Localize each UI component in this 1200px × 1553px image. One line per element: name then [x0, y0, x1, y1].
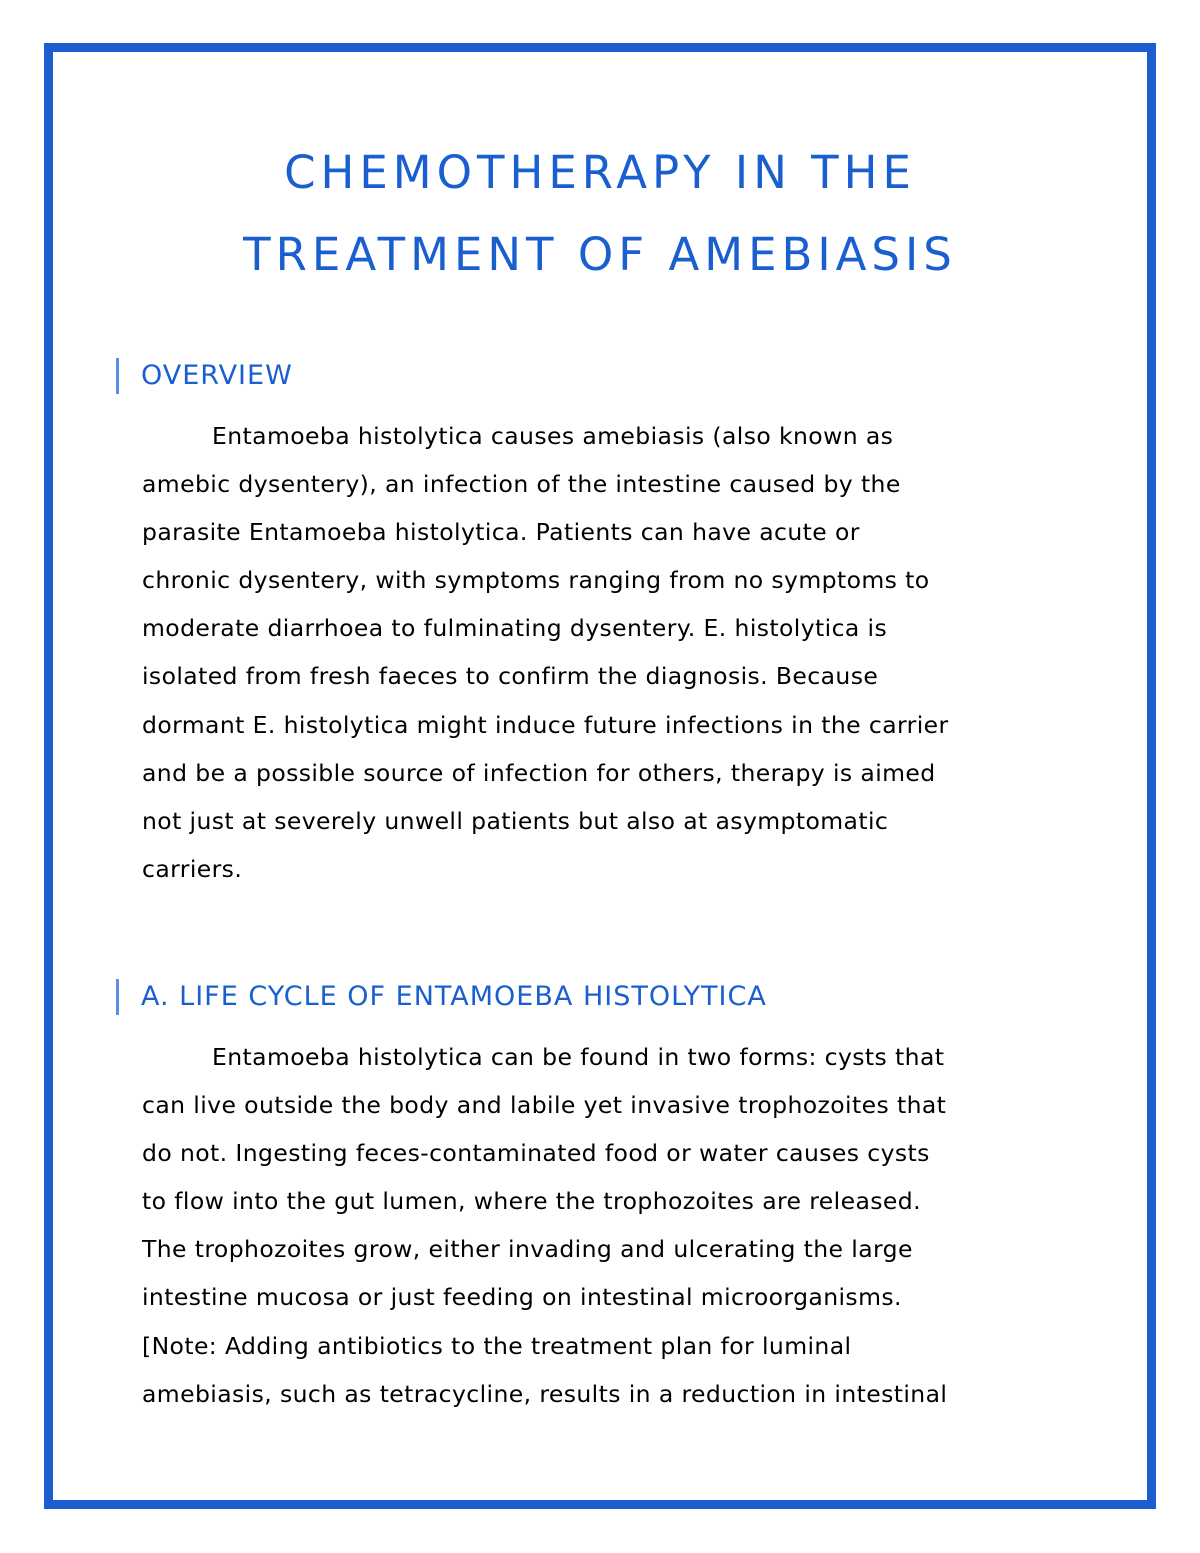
paragraph-line: dormant E. histolytica might induce future infections in the carrier: [142, 710, 949, 739]
paragraph-line: Entamoeba histolytica causes amebiasis (also known as: [212, 422, 894, 450]
paragraph-line: amebic dysentery), an infection of the intestine caused by the: [142, 470, 901, 499]
paragraph-line: parasite Entamoeba histolytica. Patients can have acute or: [142, 518, 860, 547]
overview-heading-label: OVERVIEW: [141, 360, 293, 391]
paragraph-line: intestine mucosa or just feeding on intestinal microorganisms.: [142, 1283, 902, 1312]
paragraph-line: do not. Ingesting feces-contaminated food or water causes cysts: [142, 1139, 930, 1168]
heading-accent-bar: [116, 979, 119, 1015]
paragraph-line: carriers.: [142, 854, 243, 883]
paragraph-line: not just at severely unwell patients but also at asymptomatic: [142, 806, 889, 835]
life-cycle-heading-label: A. LIFE CYCLE OF ENTAMOEBA HISTOLYTICA: [141, 981, 767, 1012]
paragraph-line: moderate diarrhoea to fulminating dysentery. E. histolytica is: [142, 614, 888, 643]
title-line-1: CHEMOTHERAPY IN THE: [284, 146, 916, 199]
life-cycle-paragraph: [142, 1033, 1072, 1418]
paragraph-line: to flow into the gut lumen, where the trophozoites are released.: [142, 1187, 921, 1216]
paragraph-line: The trophozoites grow, either invading and ulcerating the large: [142, 1235, 913, 1264]
document-title: [0, 132, 1200, 296]
paragraph-line: amebiasis, such as tetracycline, results in a reduction in intestinal: [142, 1379, 948, 1408]
paragraph-line: chronic dysentery, with symptoms ranging from no symptoms to: [142, 566, 930, 595]
heading-accent-bar: [116, 358, 119, 394]
paragraph-line: isolated from fresh faeces to confirm the diagnosis. Because: [142, 662, 879, 691]
paragraph-line: Entamoeba histolytica can be found in two forms: cysts that: [212, 1043, 945, 1071]
paragraph-line: can live outside the body and labile yet invasive trophozoites that: [142, 1091, 947, 1120]
paragraph-line: and be a possible source of infection for others, therapy is aimed: [142, 758, 936, 787]
overview-heading: [116, 356, 293, 396]
overview-paragraph: [142, 412, 1072, 893]
paragraph-line: [Note: Adding antibiotics to the treatment plan for luminal: [142, 1331, 852, 1360]
title-line-2: TREATMENT OF AMEBIASIS: [243, 228, 957, 281]
life-cycle-heading: [116, 977, 767, 1017]
